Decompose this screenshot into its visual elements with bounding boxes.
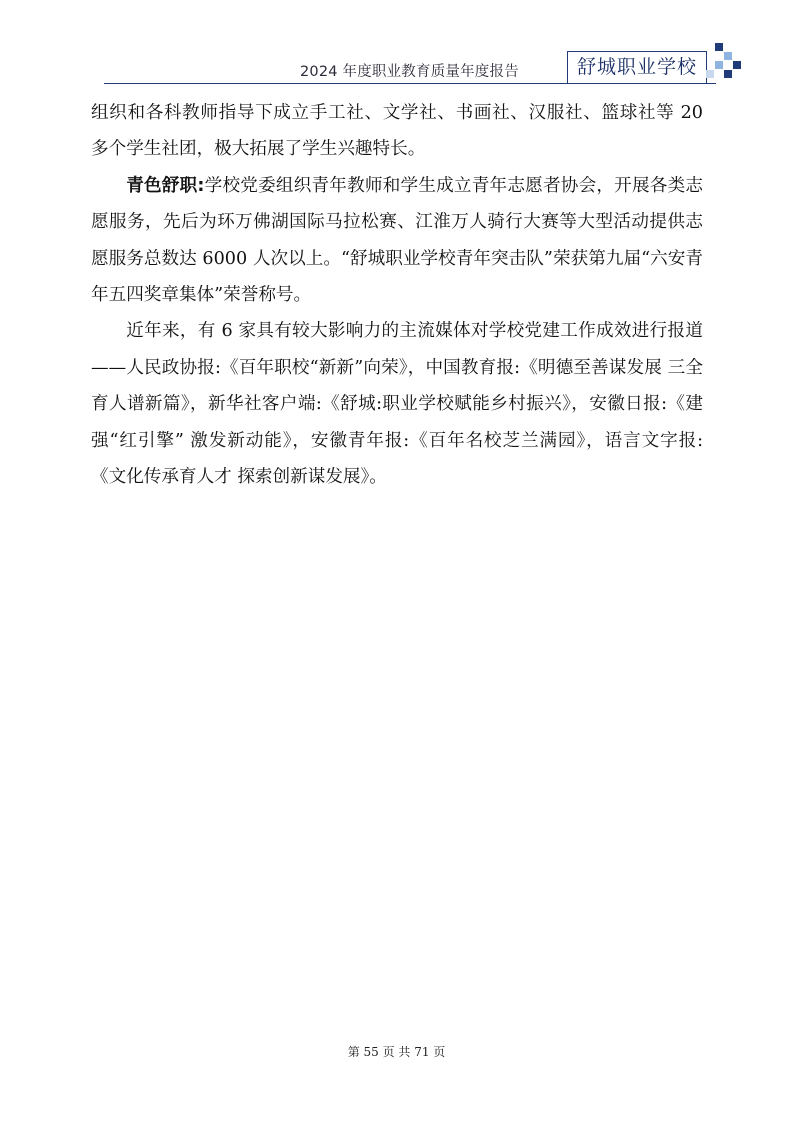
paragraph-media-reports: 近年来，有 6 家具有较大影响力的主流媒体对学校党建工作成效进行报道——人民政协报:《百年职校“新新”向荣》，中国教育报:《明德至善谋发展 三全育人谱新篇》，新华社客户端:《舒城:职业学校赋能乡村振兴》，安徽日报:《建强“红引擎” 激发新动能》，安徽青年报:《百年名校芝兰满园》，语言文字报:《文化传承育人才 探索创新谋发展》。 bbox=[91, 321, 703, 488]
paragraph-volunteer-text: 学校党委组织青年教师和学生成立青年志愿者协会，开展各类志愿服务，先后为环万佛湖国际马拉松赛、江淮万人骑行大赛等大型活动提供志愿服务总数达 6000 人次以上。“舒城职业学校青年突击队”荣获第九届“六安青年五四奖章集体”荣誉称号。 bbox=[91, 175, 703, 306]
school-name-tab: 舒城职业学校 bbox=[567, 51, 707, 83]
header-decoration-square bbox=[715, 61, 723, 69]
header-decoration-square bbox=[733, 61, 741, 69]
header-decoration-square bbox=[715, 43, 723, 51]
paragraph-volunteer bbox=[91, 168, 703, 314]
body-text bbox=[91, 95, 703, 495]
report-title: 2024 年度职业教育质量年度报告 bbox=[300, 64, 519, 80]
paragraph-clubs: 组织和各科教师指导下成立手工社、文学社、书画社、汉服社、篮球社等 20 多个学生社团，极大拓展了学生兴趣特长。 bbox=[91, 103, 703, 160]
header-decoration-square bbox=[724, 52, 732, 60]
header-decoration-square bbox=[706, 70, 714, 78]
page-number: 第 55 页 共 71 页 bbox=[347, 1045, 446, 1059]
paragraph-lead-heading: 青色舒职: bbox=[126, 175, 205, 196]
header-rule bbox=[104, 83, 716, 84]
header-decoration-square bbox=[724, 70, 732, 78]
